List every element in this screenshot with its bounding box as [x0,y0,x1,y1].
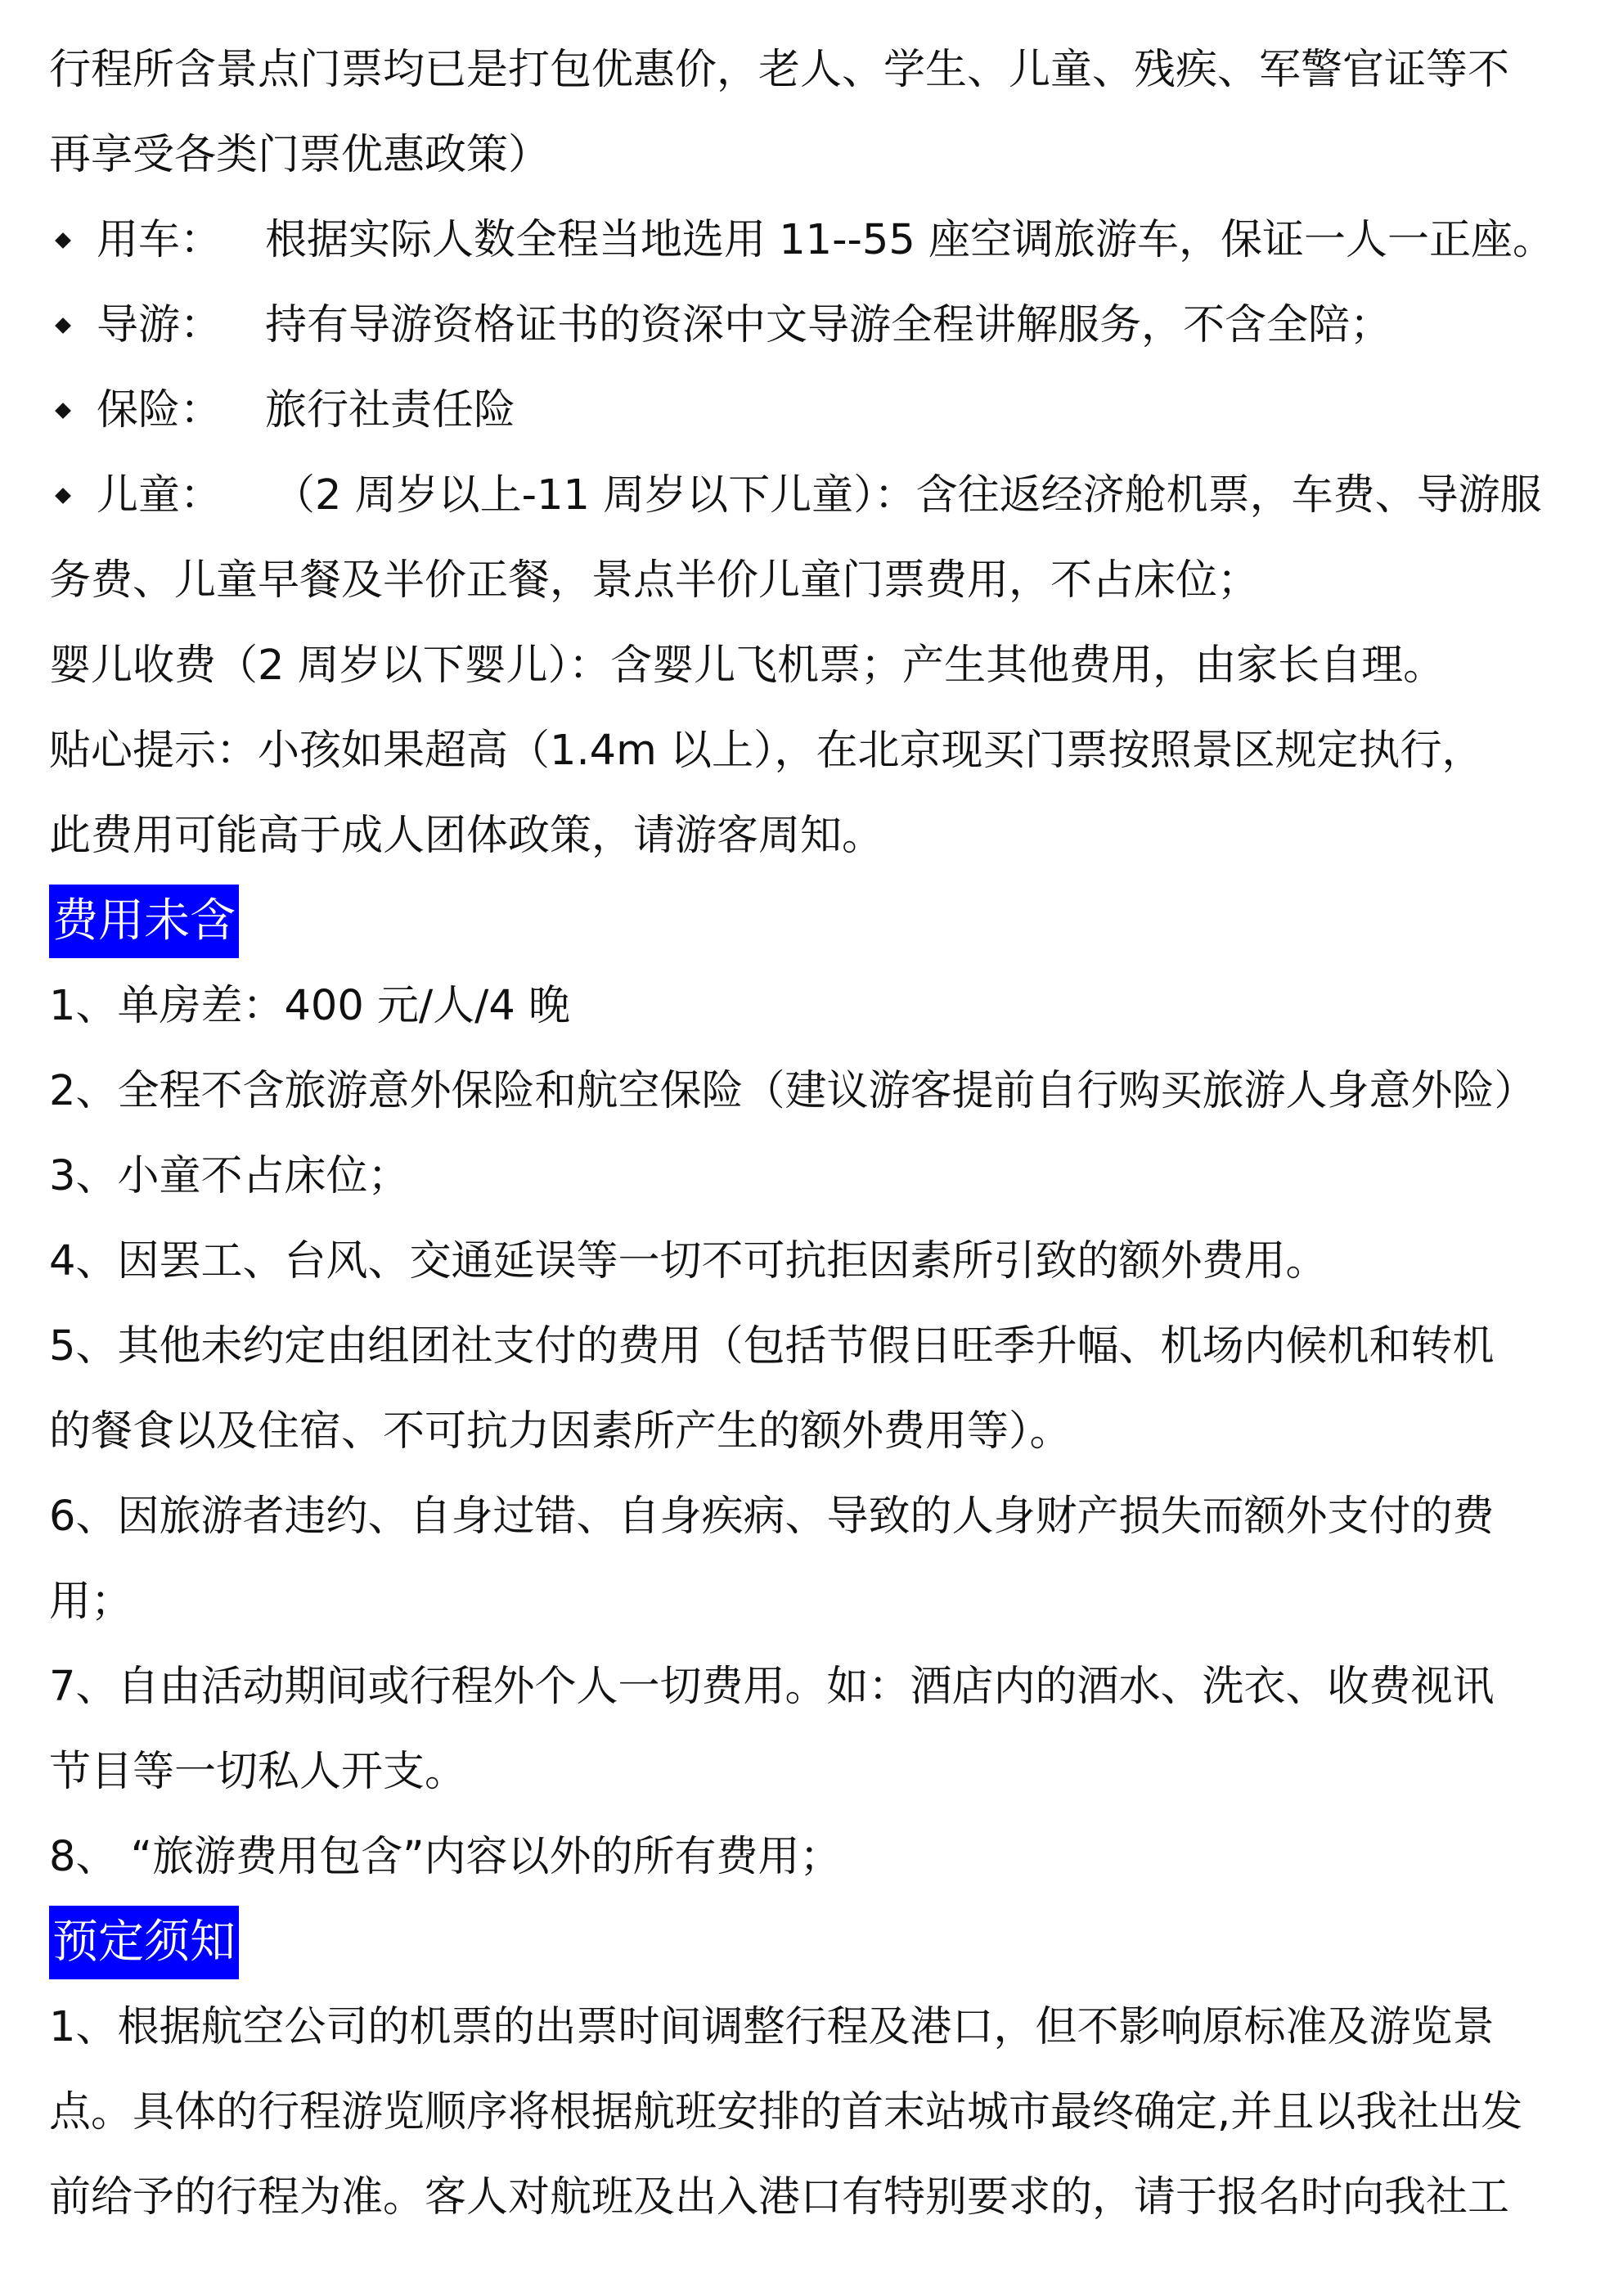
diamond-bullet-icon [55,488,71,504]
intro-line-2: 再享受各类门票优惠政策） [49,131,551,179]
excluded-item: 7、自由活动期间或行程外个人一切费用。如：酒店内的酒水、洗衣、收费视讯 [49,1663,1495,1711]
diamond-bullet-icon [55,403,71,419]
document-page [49,28,1587,2240]
section-heading-booking: 预定须知 [49,1906,239,1979]
excluded-item: 1、单房差：400 元/人/4 晚 [49,982,571,1030]
bullet-text: 持有导游资格证书的资深中文导游全程讲解服务，不含全陪； [265,301,1392,349]
bullet-text: 根据实际人数全程当地选用 11--55 座空调旅游车，保证一人一正座。 [265,216,1555,264]
excluded-item: 6、因旅游者违约、自身过错、自身疾病、导致的人身财产损失而额外支付的费 [49,1492,1495,1541]
booking-item: 点。具体的行程游览顺序将根据航班安排的首末站城市最终确定,并且以我社出发 [49,2088,1523,2136]
bullet-vehicle [49,198,1587,283]
bullet-insurance [49,368,1587,453]
tip-line-2: 此费用可能高于成人团体政策，请游客周知。 [49,812,884,860]
booking-item: 前给予的行程为准。客人对航班及出入港口有特别要求的，请于报名时向我社工 [49,2173,1510,2222]
excluded-item: 8、 “旅游费用包含”内容以外的所有费用； [49,1833,842,1881]
excluded-item: 4、因罢工、台风、交通延误等一切不可抗拒因素所引致的额外费用。 [49,1237,1328,1285]
section-heading-excluded: 费用未含 [49,885,239,958]
infant-fee: 婴儿收费（2 周岁以下婴儿）：含婴儿飞机票；产生其他费用，由家长自理。 [49,642,1445,690]
booking-heading-row [49,1900,1587,1985]
bullet-text: 旅行社责任险 [265,386,516,434]
excluded-heading-row [49,879,1587,964]
bullet-text: （2 周岁以上-11 周岁以下儿童）：含往返经济舱机票，车费、导游服 [273,471,1542,520]
tip-line-1: 贴心提示：小孩如果超高（1.4m 以上），在北京现买门票按照景区规定执行， [49,727,1484,775]
bullet-label: 用车： [97,216,223,264]
bullet-label: 保险： [97,386,223,434]
diamond-bullet-icon [55,317,71,334]
excluded-item: 5、其他未约定由组团社支付的费用（包括节假日旺季升幅、机场内候机和转机 [49,1322,1495,1371]
booking-item: 1、根据航空公司的机票的出票时间调整行程及港口，但不影响原标准及游览景 [49,2003,1495,2051]
intro-line-1: 行程所含景点门票均已是打包优惠价，老人、学生、儿童、残疾、军警官证等不 [49,46,1510,94]
bullet-children [49,453,1587,538]
bullet-label: 导游： [97,301,223,349]
excluded-item: 节目等一切私人开支。 [49,1748,467,1796]
bullet-guide [49,283,1587,368]
diamond-bullet-icon [55,232,71,249]
children-continued: 务费、儿童早餐及半价正餐，景点半价儿童门票费用，不占床位； [49,556,1260,605]
excluded-item: 3、小童不占床位； [49,1152,410,1200]
bullet-label: 儿童： [97,471,223,520]
excluded-item: 的餐食以及住宿、不可抗力因素所产生的额外费用等）。 [49,1407,1072,1456]
excluded-item: 2、全程不含旅游意外保险和航空保险（建议游客提前自行购买旅游人身意外险） [49,1067,1536,1115]
excluded-item: 用； [49,1578,133,1626]
